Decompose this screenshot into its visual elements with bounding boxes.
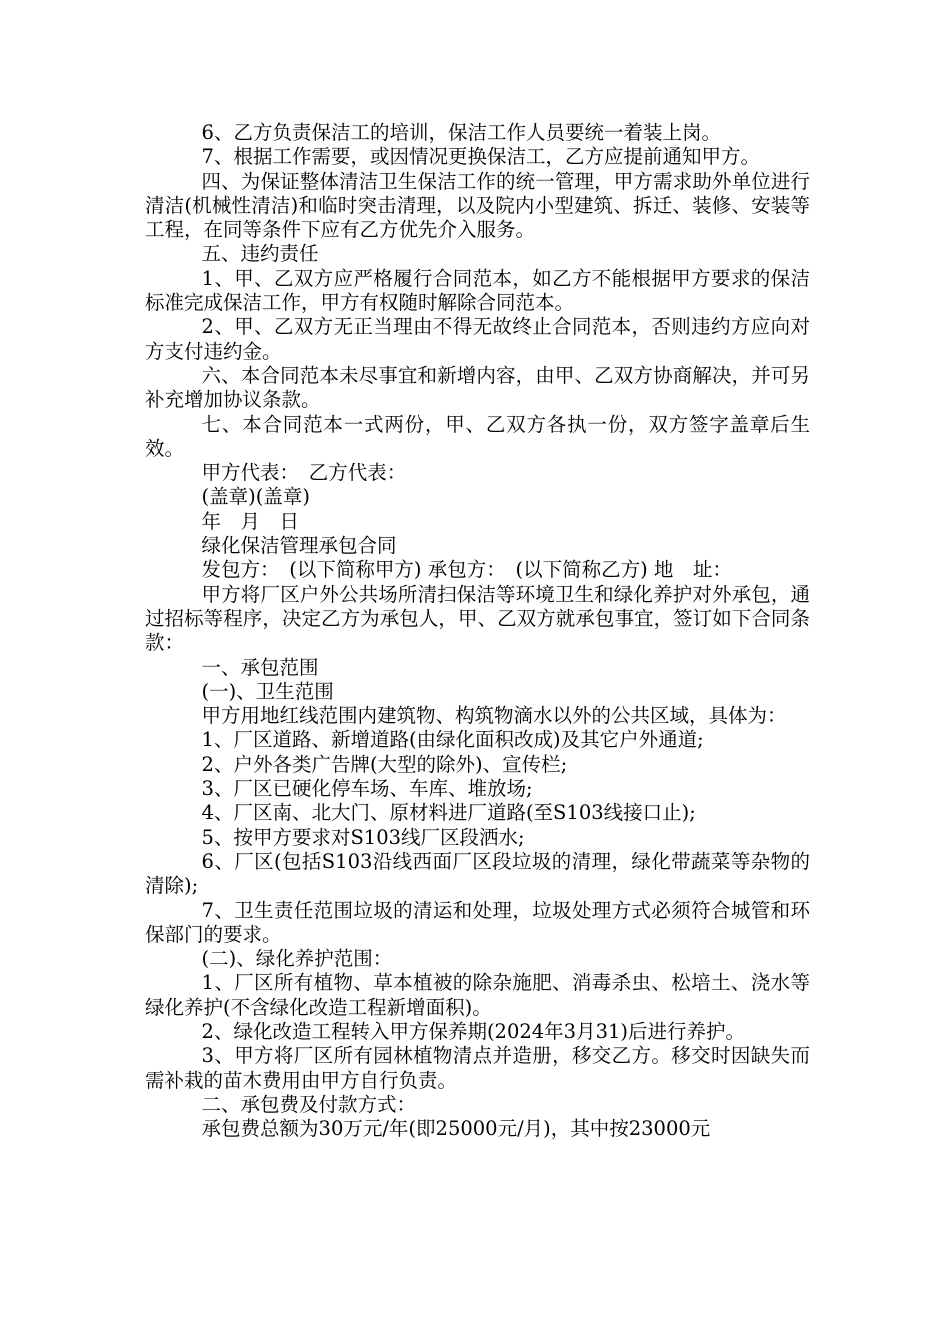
subsection-heading: (一)、卫生范围 [201, 679, 334, 703]
parties-line: 发包方： (以下简称甲方) 承包方： (以下简称乙方) 地 址： [201, 558, 732, 582]
list-item: 2、户外各类广告牌(大型的除外)、宣传栏; [201, 752, 568, 776]
list-item: 3、厂区已硬化停车场、车库、堆放场; [201, 777, 533, 801]
section-heading: 五、违约责任 [201, 242, 319, 266]
subsection-heading: (二)、绿化养护范围： [201, 947, 393, 971]
list-item: 4、厂区南、北大门、原材料进厂道路(至S103线接口止); [201, 801, 696, 825]
paragraph: 甲方用地红线范围内建筑物、构筑物滴水以外的公共区域，具体为： [201, 704, 787, 728]
list-item: 5、按甲方要求对S103线厂区段洒水; [201, 825, 525, 849]
list-item: 1、厂区所有植物、草本植被的除杂施肥、消毒杀虫、松培土、浇水等绿化养护(不含绿化改造工程新增面积)。 [145, 971, 810, 1019]
signature-line: 甲方代表： 乙方代表： [201, 461, 407, 485]
contract-title: 绿化保洁管理承包合同 [201, 534, 397, 558]
section-heading: 一、承包范围 [201, 655, 319, 679]
paragraph: 六、本合同范本未尽事宜和新增内容，由甲、乙双方协商解决，并可另补充增加协议条款。 [145, 363, 810, 412]
list-item: 1、厂区道路、新增道路(由绿化面积改成)及其它户外通道; [201, 728, 704, 752]
paragraph: 甲方将厂区户外公共场所清扫保洁等环境卫生和绿化养护对外承包，通过招标等程序，决定乙方为承包人，甲、乙双方就承包事宜，签订如下合同条款： [145, 582, 810, 655]
paragraph: 承包费总额为30万元/年(即25000元/月)，其中按23000元 [201, 1117, 711, 1141]
section-heading: 二、承包费及付款方式： [201, 1092, 417, 1116]
paragraph: 6、乙方负责保洁工的培训，保洁工作人员要统一着装上岗。 [201, 121, 721, 144]
date-line: 年 月 日 [201, 509, 300, 533]
document-body [145, 121, 810, 1141]
paragraph: 七、本合同范本一式两份，甲、乙双方各执一份，双方签字盖章后生效。 [145, 412, 810, 460]
seal-line: (盖章)(盖章) [201, 485, 310, 509]
paragraph: 7、根据工作需要，或因情况更换保洁工，乙方应提前通知甲方。 [201, 145, 760, 169]
list-item: 6、厂区(包括S103沿线西面厂区段垃圾的清理，绿化带蔬菜等杂物的清除); [145, 849, 810, 898]
list-item: 2、绿化改造工程转入甲方保养期(2024年3月31)后进行养护。 [201, 1019, 746, 1043]
paragraph: 1、甲、乙双方应严格履行合同范本，如乙方不能根据甲方要求的保洁标准完成保洁工作，甲方有权随时解除合同范本。 [145, 266, 810, 315]
list-item: 7、卫生责任范围垃圾的清运和处理，垃圾处理方式必须符合城管和环保部门的要求。 [145, 898, 810, 946]
paragraph: 四、为保证整体清洁卫生保洁工作的统一管理，甲方需求助外单位进行清洁(机械性清洁)和临时突击清理，以及院内小型建筑、拆迁、装修、安装等工程，在同等条件下应有乙方优先介入服务。 [145, 169, 810, 242]
list-item: 3、甲方将厂区所有园林植物清点并造册，移交乙方。移交时因缺失而需补栽的苗木费用由甲方自行负责。 [145, 1044, 810, 1092]
paragraph: 2、甲、乙双方无正当理由不得无故终止合同范本，否则违约方应向对方支付违约金。 [145, 315, 810, 363]
